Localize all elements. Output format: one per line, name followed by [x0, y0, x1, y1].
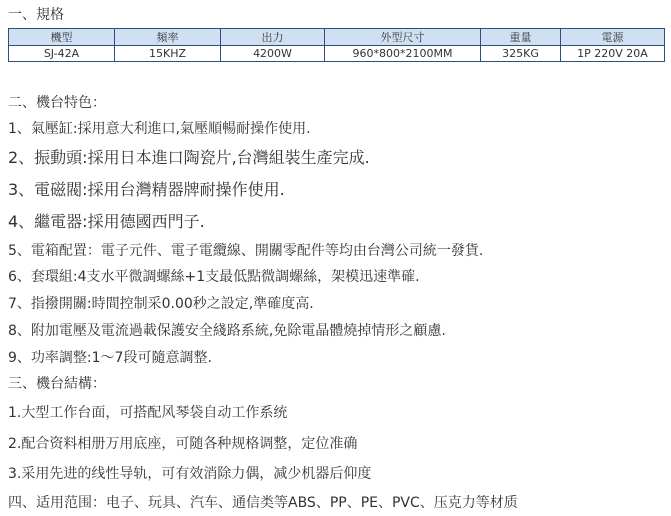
feature-item: 1、氣壓缸:採用意大利進口,氣壓順暢耐操作使用. [8, 121, 311, 137]
spec-header-frequency: 頻率 [115, 29, 221, 46]
feature-item: 8、附加電壓及電流過載保護安全綫路系統,免除電晶體燒掉情形之顧慮. [8, 323, 446, 339]
feature-item: 3、電磁閥:採用台灣精器牌耐操作使用. [8, 180, 285, 199]
spec-table [8, 28, 665, 62]
spec-header-model: 機型 [9, 29, 115, 46]
spec-cell-model: SJ-42A [9, 46, 115, 62]
section-title-structure: 三、機台結構： [8, 376, 106, 392]
feature-item: 5、電箱配置：電子元件、電子電纜線、開關零配件等均由台灣公司統一發貨. [8, 243, 484, 259]
spec-header-weight: 重量 [481, 29, 561, 46]
spec-header-dimensions: 外型尺寸 [325, 29, 481, 46]
structure-item: 1.大型工作台面，可搭配风琴袋自动工作系统 [8, 405, 288, 421]
feature-item: 2、振動頭:採用日本進口陶瓷片,台灣組裝生產完成. [8, 148, 370, 167]
feature-item: 4、繼電器:採用德國西門子. [8, 212, 205, 231]
structure-item: 2.配合资料相册万用底座，可随各种规格调整，定位准确 [8, 436, 358, 452]
feature-item: 6、套環組:4支水平微調螺絲+1支最低點微調螺絲，架模迅速準確. [8, 269, 420, 285]
section-title-scope: 四、适用范围：电子、玩具、汽车、通信类等ABS、PP、PE、PVC、压克力等材质 [8, 495, 518, 511]
feature-item: 7、指撥開關:時間控制采0.00秒之設定,準確度高. [8, 296, 314, 312]
feature-item: 9、功率調整:1～7段可隨意調整. [8, 350, 212, 366]
spec-cell-frequency: 15KHZ [115, 46, 221, 62]
spec-header-output: 出力 [221, 29, 325, 46]
spec-header-power: 電源 [561, 29, 665, 46]
section-title-spec: 一、規格 [8, 7, 64, 23]
spec-cell-dimensions: 960*800*2100MM [325, 46, 481, 62]
structure-item: 3.采用先进的线性导轨，可有效消除力偶，减少机器后仰度 [8, 466, 372, 482]
spec-table-header-row [9, 29, 665, 46]
spec-table-row [9, 46, 665, 62]
spec-cell-power: 1P 220V 20A [561, 46, 665, 62]
spec-cell-weight: 325KG [481, 46, 561, 62]
section-title-features: 二、機台特色： [8, 95, 106, 111]
spec-cell-output: 4200W [221, 46, 325, 62]
